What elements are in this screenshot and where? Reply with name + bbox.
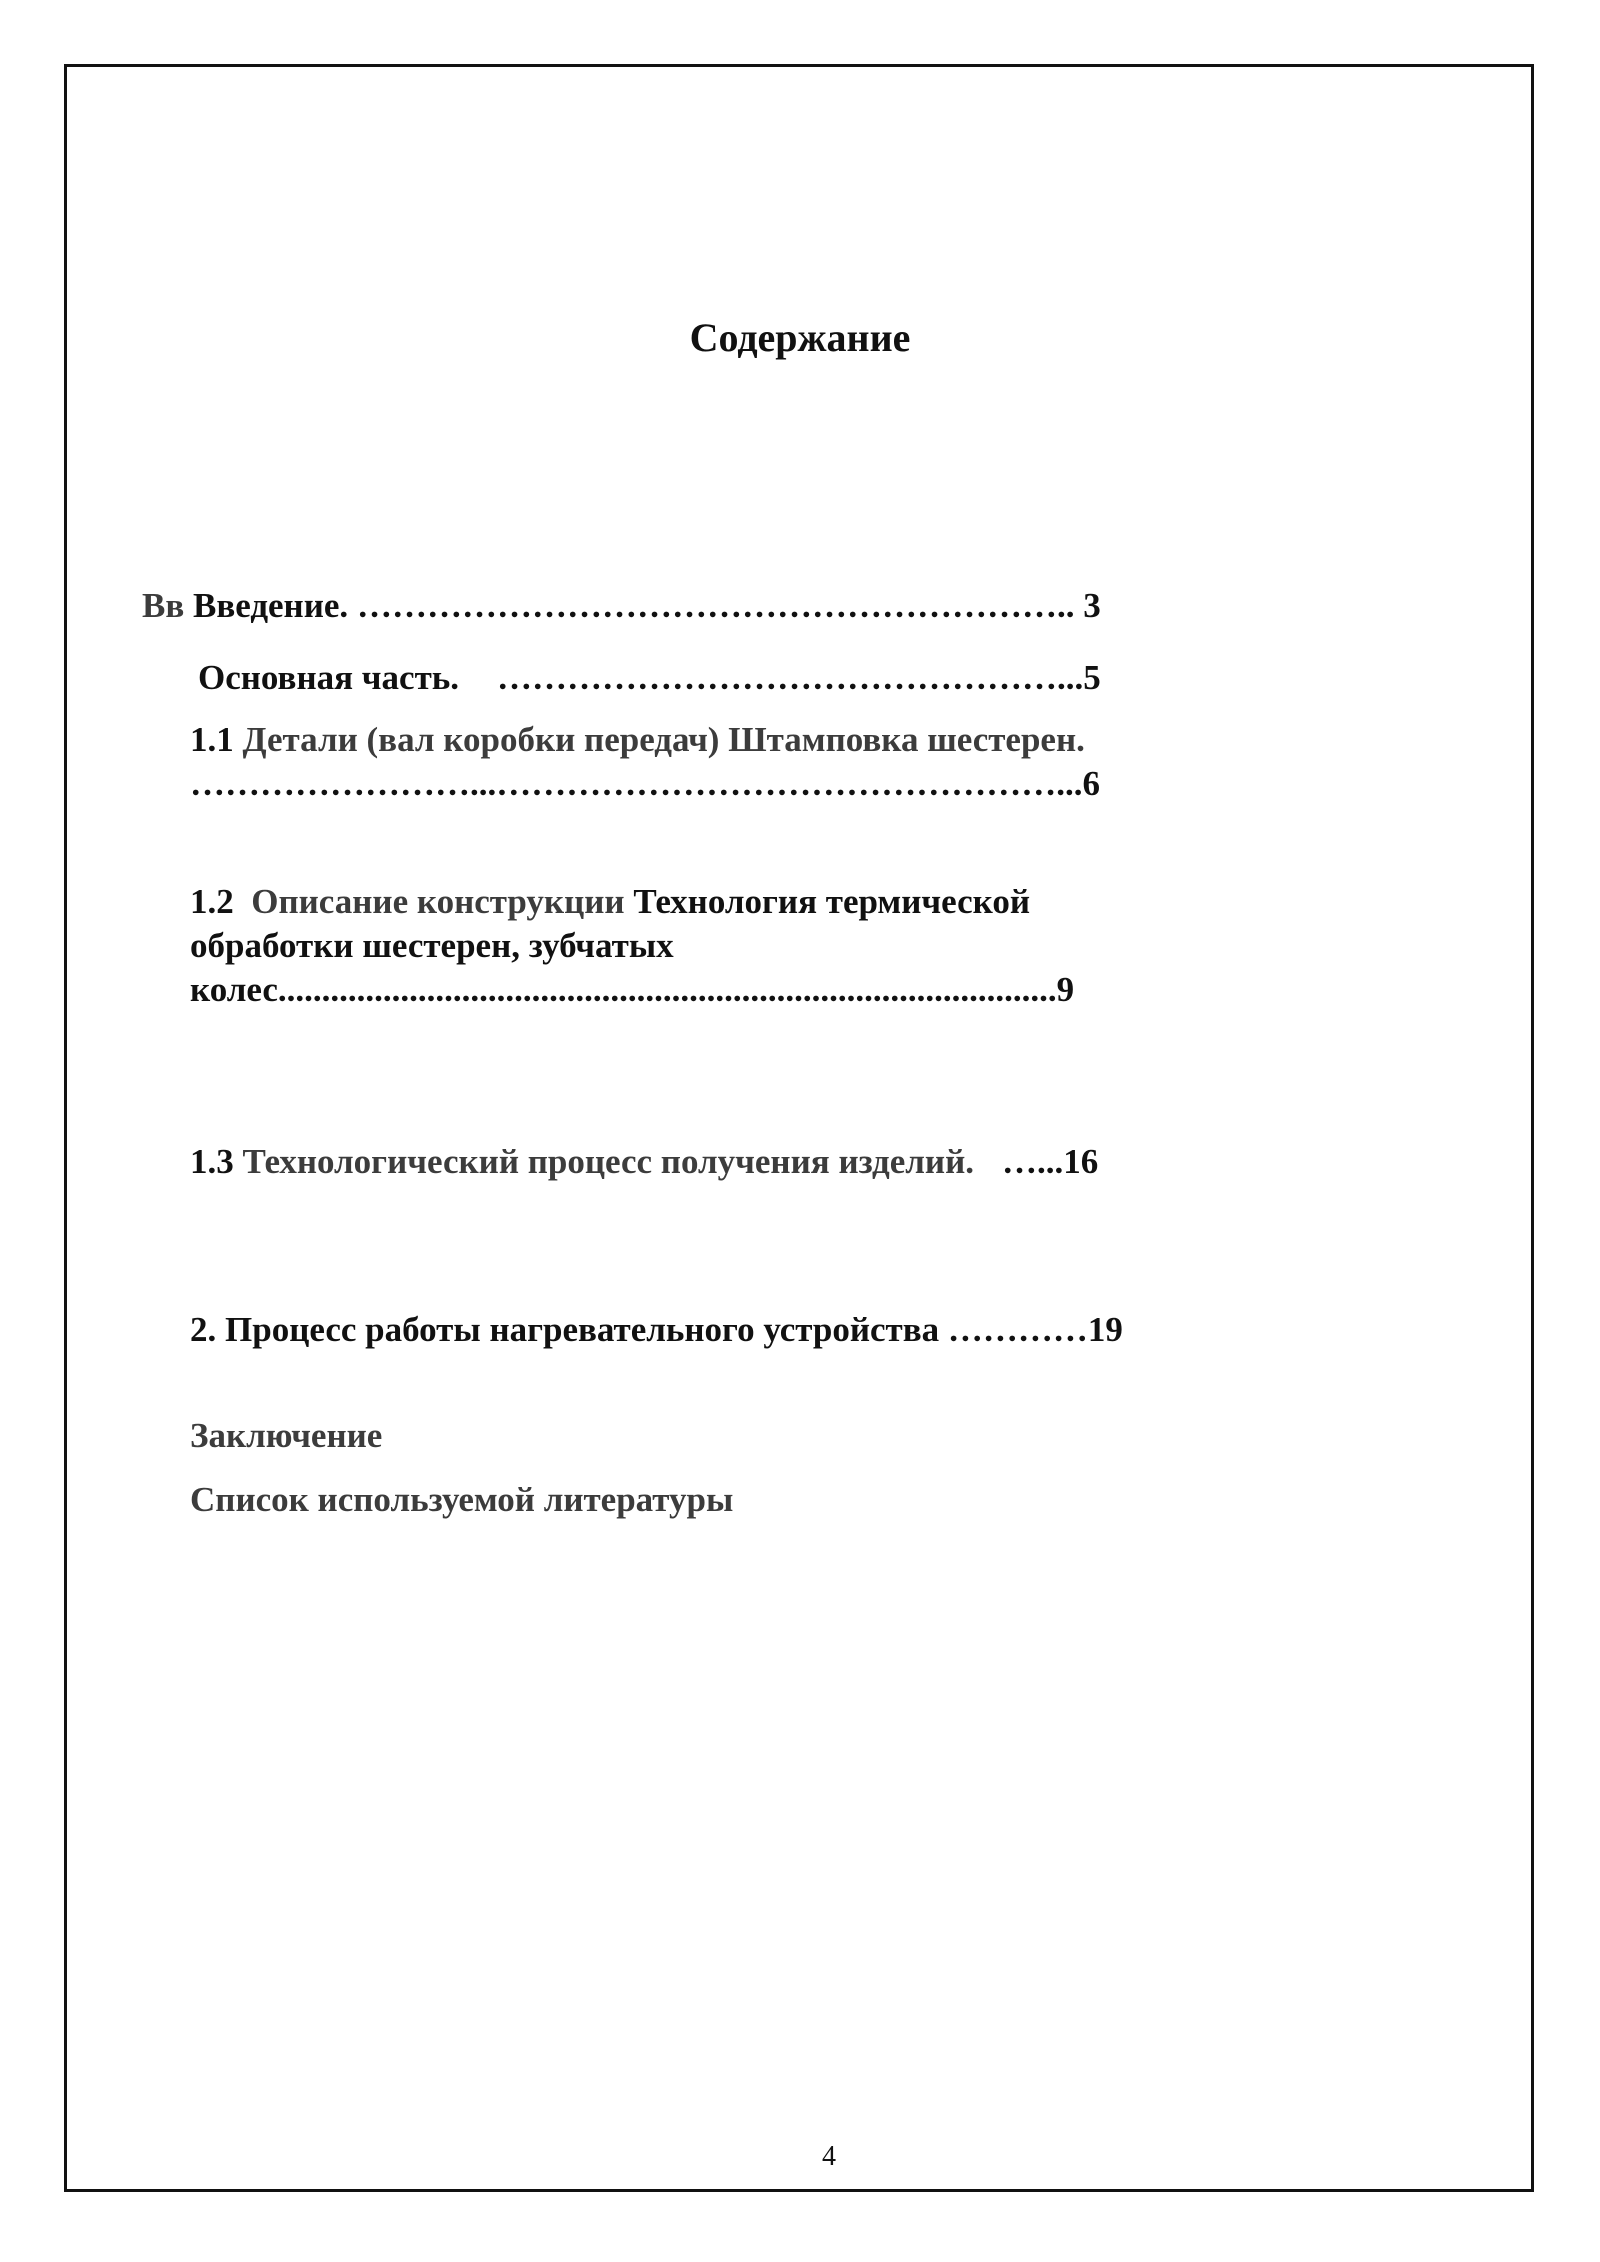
toc-entry-references: Список используемой литературы <box>190 1480 734 1519</box>
toc-entry-introduction <box>142 584 1101 628</box>
toc-1-3-leader: …...16 <box>1002 1142 1099 1181</box>
toc-1-1-leader: ……………………...…………………………………………...6 <box>190 764 1100 803</box>
toc-1-2-line3: колес.........................................................................................9 <box>190 970 1075 1009</box>
toc-entry-conclusion: Заключение <box>190 1416 383 1455</box>
toc-introduction-prefix: Вв <box>142 586 185 625</box>
toc-2-label: 2. Процесс работы нагревательного устройства <box>190 1310 940 1349</box>
toc-entry-2 <box>190 1308 1123 1352</box>
toc-1-2-label-a: Описание конструкции <box>251 882 625 921</box>
toc-1-1-number: 1.1 <box>190 720 234 759</box>
toc-1-2-line2: обработки шестерен, зубчатых <box>190 926 674 965</box>
toc-entry-main-part <box>198 656 1101 700</box>
toc-1-1-label-b: Штамповка шестерен. <box>728 720 1085 759</box>
toc-introduction-label: Введение. <box>193 586 349 625</box>
page-border <box>64 64 1534 2192</box>
toc-main-part-label: Основная часть. <box>198 658 460 697</box>
toc-1-2-number: 1.2 <box>190 882 234 921</box>
toc-entry-1-1 <box>190 718 1100 806</box>
toc-1-3-label: Технологический процесс получения изделий. <box>242 1142 974 1181</box>
document-title: Содержание <box>689 315 911 360</box>
toc-entry-1-2 <box>190 880 1074 1012</box>
page-number: 4 <box>822 2141 836 2172</box>
toc-1-2-label-b: Технология термической <box>633 882 1031 921</box>
toc-main-part-leader: …………………………………………...5 <box>497 658 1101 697</box>
toc-entry-1-3 <box>190 1140 1098 1184</box>
toc-1-3-number: 1.3 <box>190 1142 234 1181</box>
toc-2-leader: …………19 <box>947 1310 1123 1349</box>
toc-introduction-leader: …………………………………………………….. 3 <box>356 586 1101 625</box>
toc-1-1-label-a: Детали (вал коробки передач) <box>242 720 720 759</box>
